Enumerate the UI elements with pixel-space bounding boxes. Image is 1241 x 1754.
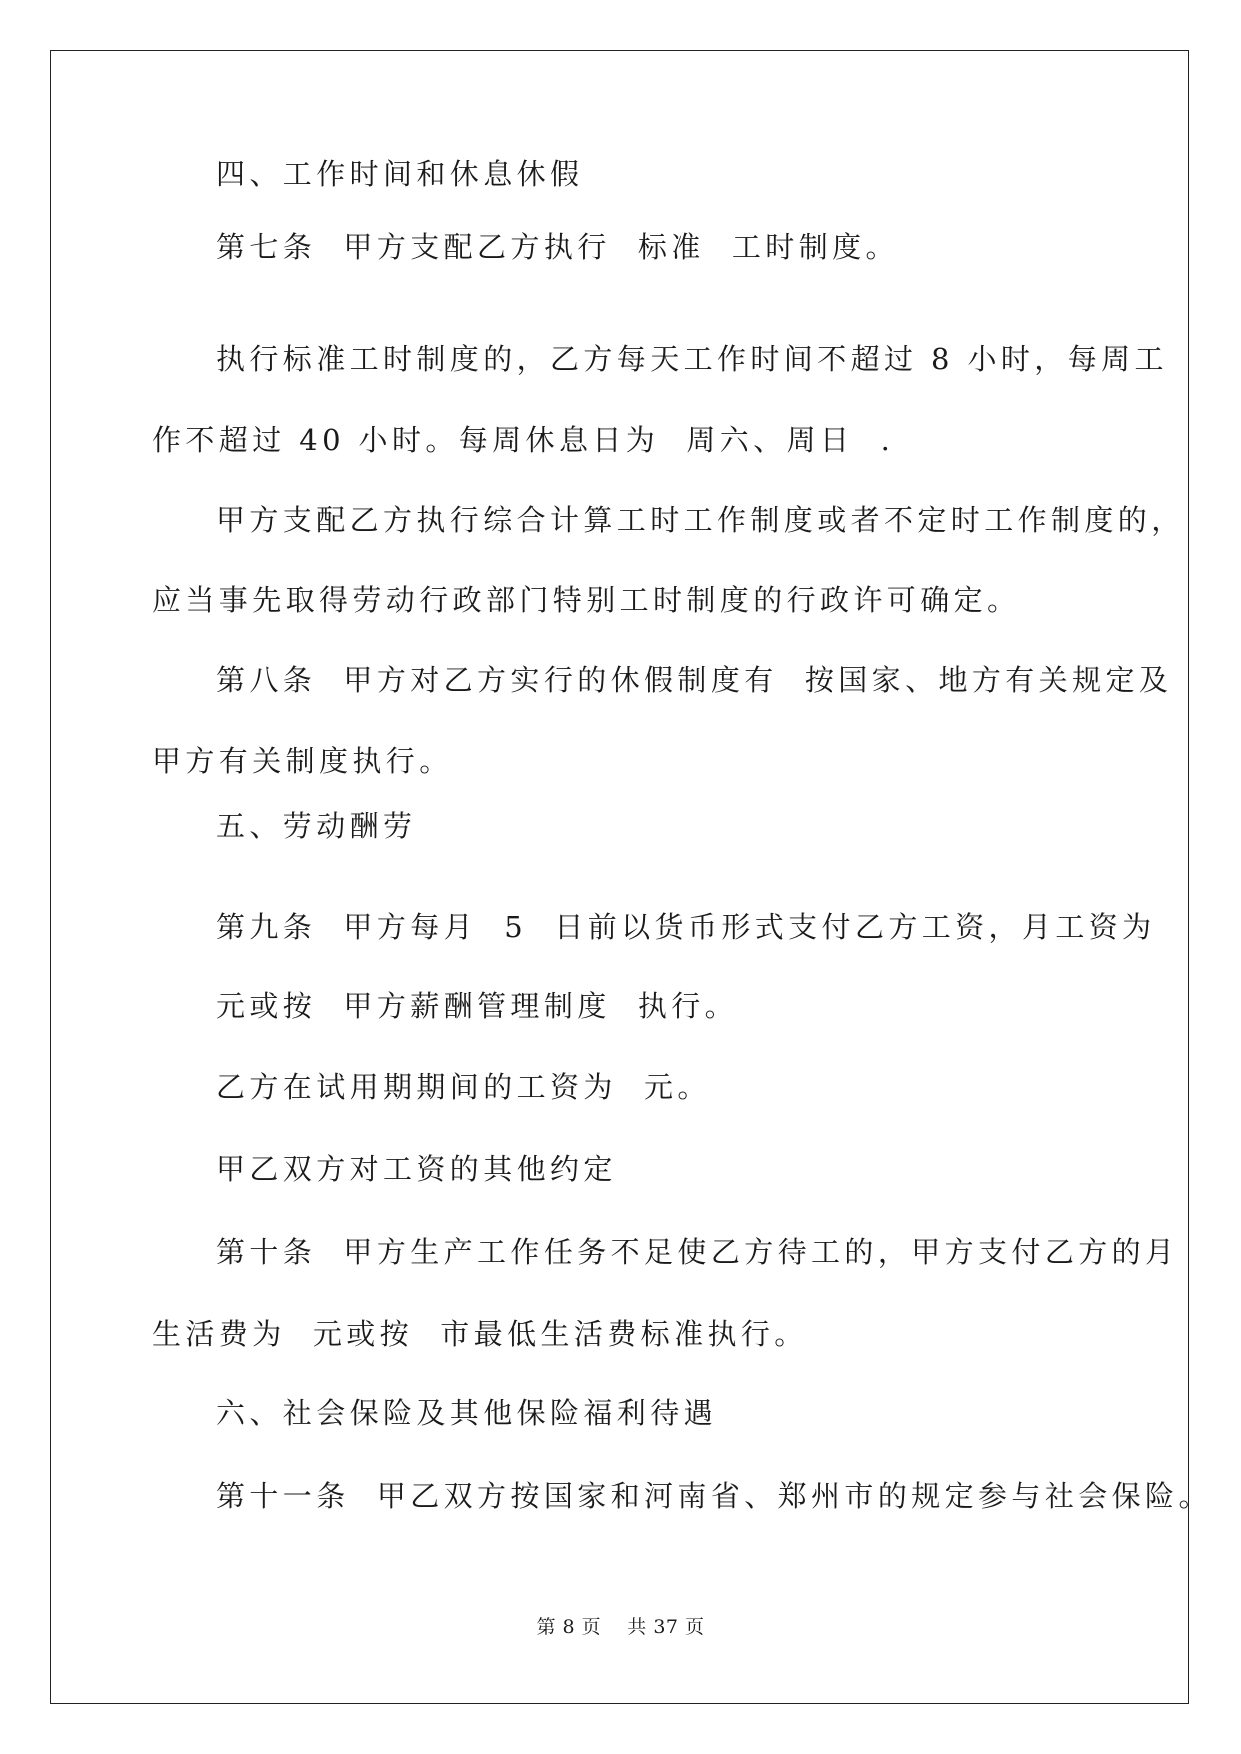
section-heading-4: 四、工作时间和休息休假 bbox=[216, 157, 584, 191]
paragraph-line: 甲方有关制度执行。 bbox=[152, 744, 453, 778]
page-border bbox=[50, 50, 1189, 1704]
section-heading-6: 六、社会保险及其他保险福利待遇 bbox=[216, 1396, 718, 1430]
paragraph-line: 乙方在试用期期间的工资为 元。 bbox=[216, 1070, 711, 1104]
paragraph-line: 应当事先取得劳动行政部门特别工时制度的行政许可确定。 bbox=[152, 583, 1021, 617]
paragraph-line: 作不超过 40 小时。每周休息日为 周六、周日 . bbox=[152, 423, 895, 457]
page-number-footer: 第 8 页 共 37 页 bbox=[536, 1616, 705, 1638]
article-10: 第十条 甲方生产工作任务不足使乙方待工的，甲方支付乙方的月 bbox=[216, 1235, 1179, 1269]
paragraph-line: 甲方支配乙方执行综合计算工时工作制度或者不定时工作制度的， bbox=[216, 503, 1185, 537]
paragraph-line: 执行标准工时制度的，乙方每天工作时间不超过 8 小时，每周工 bbox=[216, 342, 1168, 376]
paragraph-line: 甲乙双方对工资的其他约定 bbox=[216, 1152, 617, 1186]
section-heading-5: 五、劳动酬劳 bbox=[216, 809, 417, 843]
article-9: 第九条 甲方每月 5 日前以货币形式支付乙方工资，月工资为 bbox=[216, 910, 1156, 944]
article-7: 第七条 甲方支配乙方执行 标准 工时制度。 bbox=[216, 230, 899, 264]
article-8: 第八条 甲方对乙方实行的休假制度有 按国家、地方有关规定及 bbox=[216, 663, 1173, 697]
paragraph-line: 生活费为 元或按 市最低生活费标准执行。 bbox=[152, 1317, 808, 1351]
paragraph-line: 元或按 甲方薪酬管理制度 执行。 bbox=[216, 989, 739, 1023]
article-11: 第十一条 甲乙双方按国家和河南省、郑州市的规定参与社会保险。 bbox=[216, 1479, 1212, 1513]
